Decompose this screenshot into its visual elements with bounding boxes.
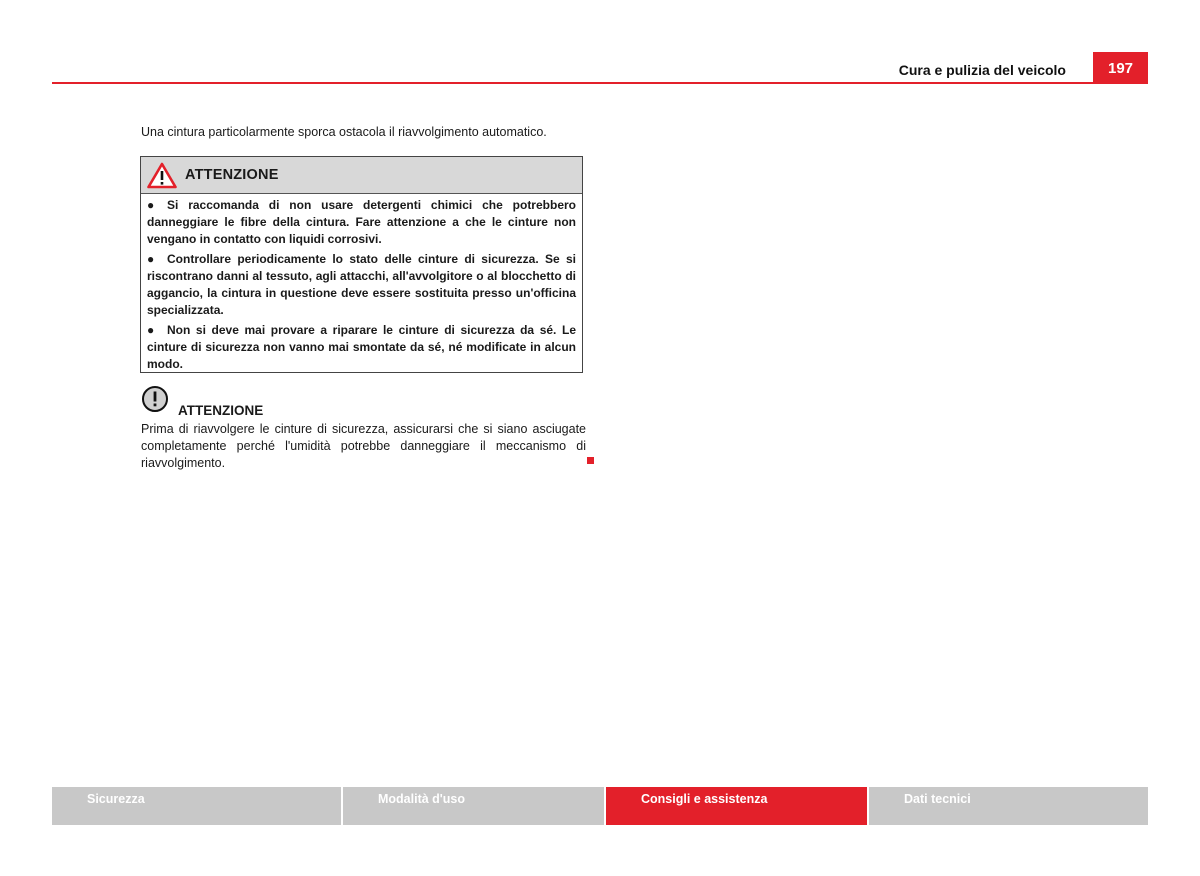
bullet-icon: ● xyxy=(147,198,155,212)
notice-text: Prima di riavvolgere le cinture di sicurezza, assicurarsi che si siano asciugate completamente perché l'umidità potrebbe danneggiare il meccanismo di riavvolgimento. xyxy=(141,422,586,470)
warning-item-text: Si raccomanda di non usare detergenti chimici che potrebbero danneggiare le fibre della cintura. Fare attenzione a che le cinture non vengano in contatto con liquidi corrosivi. xyxy=(147,198,576,246)
warning-item-text: Controllare periodicamente lo stato delle cinture di sicurezza. Se si riscontrano danni al tessuto, agli attacchi, all'avvolgitore o al blocchetto di aggancio, la cintura in questione deve essere sostituita presso un'officina specializzata. xyxy=(147,252,576,317)
warning-body xyxy=(141,194,582,373)
notice-header xyxy=(141,388,586,418)
notice-title: ATTENZIONE xyxy=(178,403,264,418)
warning-item-text: Non si deve mai provare a riparare le cinture di sicurezza da sé. Le cinture di sicurezza non vanno mai smontate da sé, né modificate in alcun modo. xyxy=(147,323,576,371)
warning-title: ATTENZIONE xyxy=(185,167,279,183)
warning-box xyxy=(140,156,583,373)
exclamation-circle-icon xyxy=(141,385,169,418)
section-title: Cura e pulizia del veicolo xyxy=(898,62,1066,78)
tab-dati-tecnici[interactable]: Dati tecnici xyxy=(869,787,1148,825)
section-end-marker xyxy=(587,457,594,464)
bullet-icon: ● xyxy=(147,323,155,337)
bullet-icon: ● xyxy=(147,252,155,266)
warning-header xyxy=(141,157,582,194)
warning-triangle-icon xyxy=(147,162,177,189)
intro-paragraph: Una cintura particolarmente sporca ostacola il riavvolgimento automatico. xyxy=(141,125,547,139)
warning-item xyxy=(147,322,576,373)
header-divider xyxy=(52,82,1148,84)
page-number: 197 xyxy=(1093,52,1148,84)
tab-consigli-e-assistenza[interactable]: Consigli e assistenza xyxy=(606,787,867,825)
warning-item xyxy=(147,197,576,248)
notice-block xyxy=(141,388,586,472)
warning-item xyxy=(147,251,576,319)
tab-sicurezza[interactable]: Sicurezza xyxy=(52,787,341,825)
tab-modalita-duso[interactable]: Modalità d'uso xyxy=(343,787,604,825)
